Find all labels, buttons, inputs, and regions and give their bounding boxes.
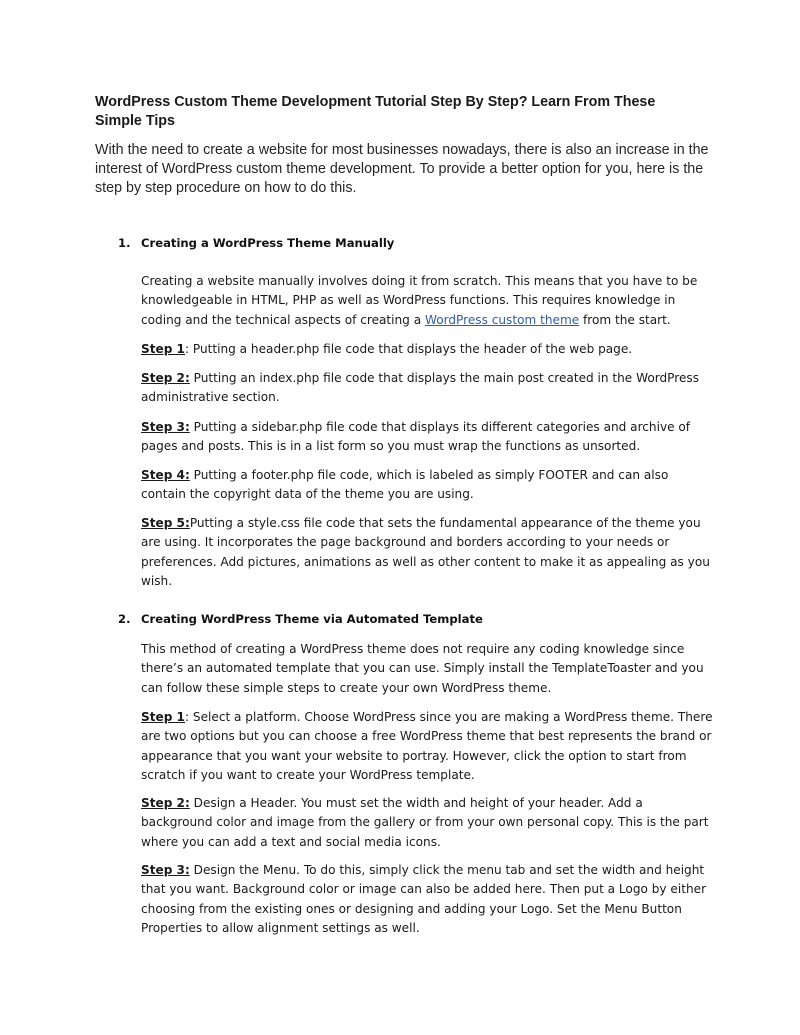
step-label: Step 5: bbox=[141, 516, 190, 530]
step-label: Step 2: bbox=[141, 371, 190, 385]
section-1-step-5 bbox=[141, 514, 716, 592]
step-label: Step 4: bbox=[141, 468, 190, 482]
section-2-step-3 bbox=[141, 861, 716, 939]
section-1-intro-text: Creating a website manually involves doing it from scratch. This means that you have to be knowledgeable in HTML, PHP as well as WordPress functions. This requires knowledge in coding and the technical aspects of creating a bbox=[141, 274, 698, 327]
section-1-intro-tail: from the start. bbox=[579, 312, 671, 327]
section-1-heading bbox=[118, 235, 394, 251]
intro-paragraph: With the need to create a website for most businesses nowadays, there is also an increase in the interest of WordPress custom theme development. To provide a better option for you, here is the step by step procedure on how to do this. bbox=[95, 142, 709, 196]
section-2-step-1 bbox=[141, 708, 716, 786]
section-1-number: 1. bbox=[118, 236, 131, 250]
step-text: Putting a sidebar.php file code that displays its different categories and archive of pages and posts. This is in a list form so you must wrap the functions as unsorted. bbox=[141, 420, 691, 454]
wordpress-custom-theme-link[interactable]: WordPress custom theme bbox=[424, 312, 580, 327]
step-label: Step 1 bbox=[141, 710, 185, 724]
section-1-title: Creating a WordPress Theme Manually bbox=[141, 236, 395, 250]
step-text: Design the Menu. To do this, simply click the menu tab and set the width and height that you want. Background color or image can also be added here. Then put a Logo by either choosing from the existing ones or designing and adding your Logo. Set the Menu Button Properties to allow alignment settings as well. bbox=[141, 863, 707, 936]
step-label: Step 3: bbox=[141, 420, 190, 434]
page-title: WordPress Custom Theme Development Tutorial Step By Step? Learn From These Simple Tips bbox=[95, 94, 656, 129]
step-label: Step 3: bbox=[141, 863, 190, 877]
step-label: Step 2: bbox=[141, 796, 190, 810]
section-1-intro bbox=[141, 272, 716, 330]
section-2-title: Creating WordPress Theme via Automated Template bbox=[141, 612, 483, 626]
step-text: Putting an index.php file code that displays the main post created in the WordPress administrative section. bbox=[141, 371, 700, 405]
section-2-step-2 bbox=[141, 794, 716, 852]
section-1-step-4 bbox=[141, 466, 716, 505]
section-2-number: 2. bbox=[118, 612, 131, 626]
section-1-step-2 bbox=[141, 369, 716, 408]
section-1-step-1 bbox=[141, 340, 716, 359]
step-text: : Select a platform. Choose WordPress since you are making a WordPress theme. There are two options but you can choose a free WordPress theme that best represents the brand or appearance that you want your website to portray. However, click the option to start from scratch if you want to create your WordPress template. bbox=[141, 710, 713, 783]
section-2-intro: This method of creating a WordPress theme does not require any coding knowledge since there’s an automated template that you can use. Simply install the TemplateToaster and you can follow these simple steps to create your own WordPress theme. bbox=[141, 642, 704, 695]
section-2-heading bbox=[118, 611, 483, 627]
section-1-step-3 bbox=[141, 418, 716, 457]
step-text: : Putting a header.php file code that displays the header of the web page. bbox=[184, 342, 633, 356]
step-label: Step 1 bbox=[141, 342, 185, 356]
step-text: Design a Header. You must set the width and height of your header. Add a background color and image from the gallery or from your own personal copy. This is the part where you can add a text and social media icons. bbox=[141, 796, 709, 849]
step-text: Putting a footer.php file code, which is labeled as simply FOOTER and can also contain the copyright data of the theme you are using. bbox=[141, 468, 669, 502]
step-text: Putting a style.css file code that sets the fundamental appearance of the theme you are using. It incorporates the page background and borders according to your needs or preferences. Add pictures, animations as well as other content to make it as appealing as you wish. bbox=[141, 516, 710, 589]
